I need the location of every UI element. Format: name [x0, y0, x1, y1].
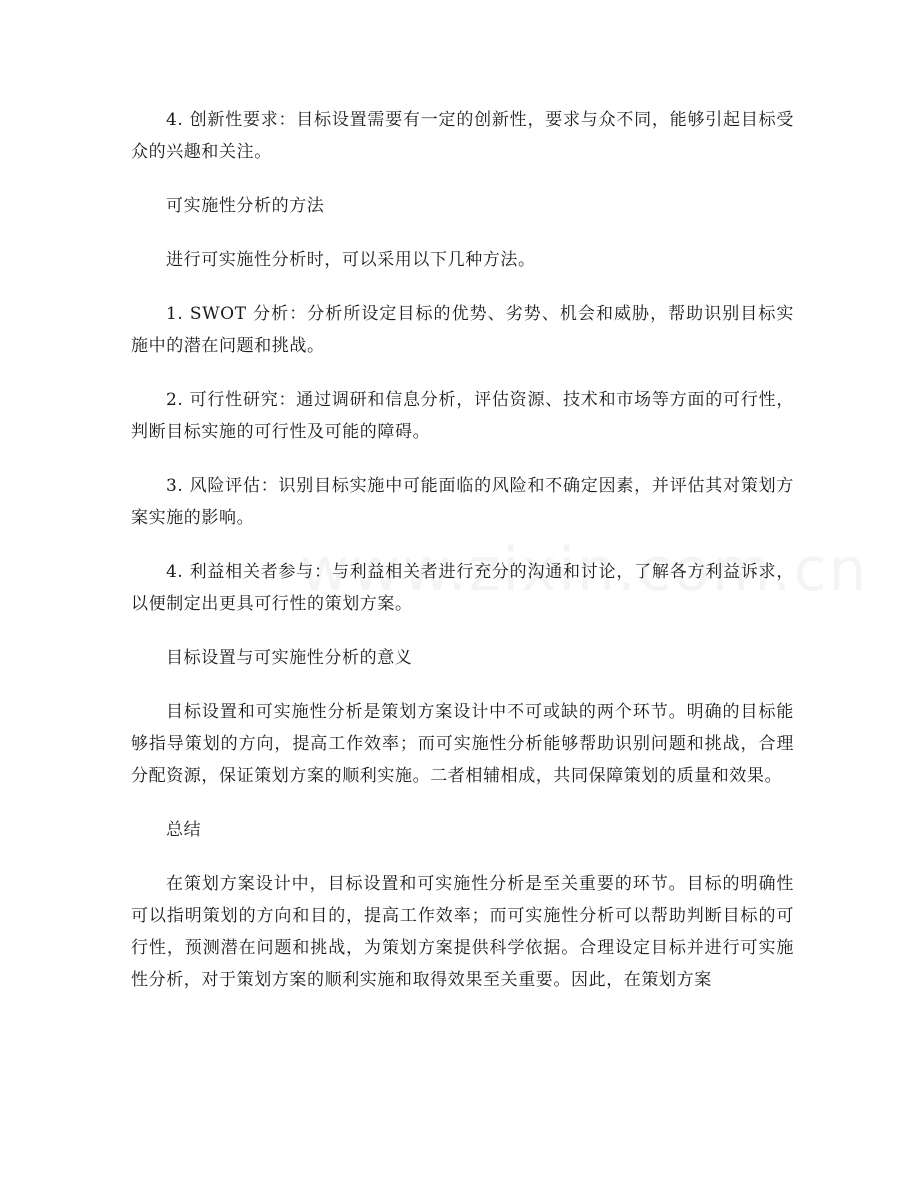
paragraph-risk-assessment: 3. 风险评估：识别目标实施中可能面临的风险和不确定因素，并评估其对策划方案实施的影响。: [131, 476, 794, 528]
paragraph-summary: 在策划方案设计中，目标设置和可实施性分析是至关重要的环节。目标的明确性可以指明策划的方向和目的，提高工作效率；而可实施性分析可以帮助判断目标的可行性，预测潜在问题和挑战，为策划方案提供科学依据。合理设定目标并进行可实施性分析，对于策划方案的顺利实施和取得效果至关重要。因此，在策划方案: [131, 874, 794, 990]
document-body: [131, 104, 794, 996]
heading-feasibility-methods: 可实施性分析的方法: [166, 196, 325, 216]
paragraph-innovation-requirement: 4. 创新性要求：目标设置需要有一定的创新性，要求与众不同，能够引起目标受众的兴趣和关注。: [131, 110, 794, 162]
heading-significance: 目标设置与可实施性分析的意义: [166, 648, 413, 668]
paragraph-stakeholder: 4. 利益相关者参与：与利益相关者进行充分的沟通和讨论，了解各方利益诉求，以便制定出更具可行性的策划方案。: [131, 562, 794, 614]
paragraph-significance: 目标设置和可实施性分析是策划方案设计中不可或缺的两个环节。明确的目标能够指导策划的方向，提高工作效率；而可实施性分析能够帮助识别问题和挑战，合理分配资源，保证策划方案的顺利实施。二者相辅相成，共同保障策划的质量和效果。: [131, 702, 794, 786]
paragraph-swot: 1. SWOT 分析：分析所设定目标的优势、劣势、机会和威胁，帮助识别目标实施中的潜在问题和挑战。: [131, 304, 794, 356]
paragraph-methods-intro: 进行可实施性分析时，可以采用以下几种方法。: [166, 250, 536, 270]
heading-summary: 总结: [166, 820, 202, 840]
paragraph-feasibility-study: 2. 可行性研究：通过调研和信息分析，评估资源、技术和市场等方面的可行性，判断目标实施的可行性及可能的障碍。: [131, 390, 794, 442]
